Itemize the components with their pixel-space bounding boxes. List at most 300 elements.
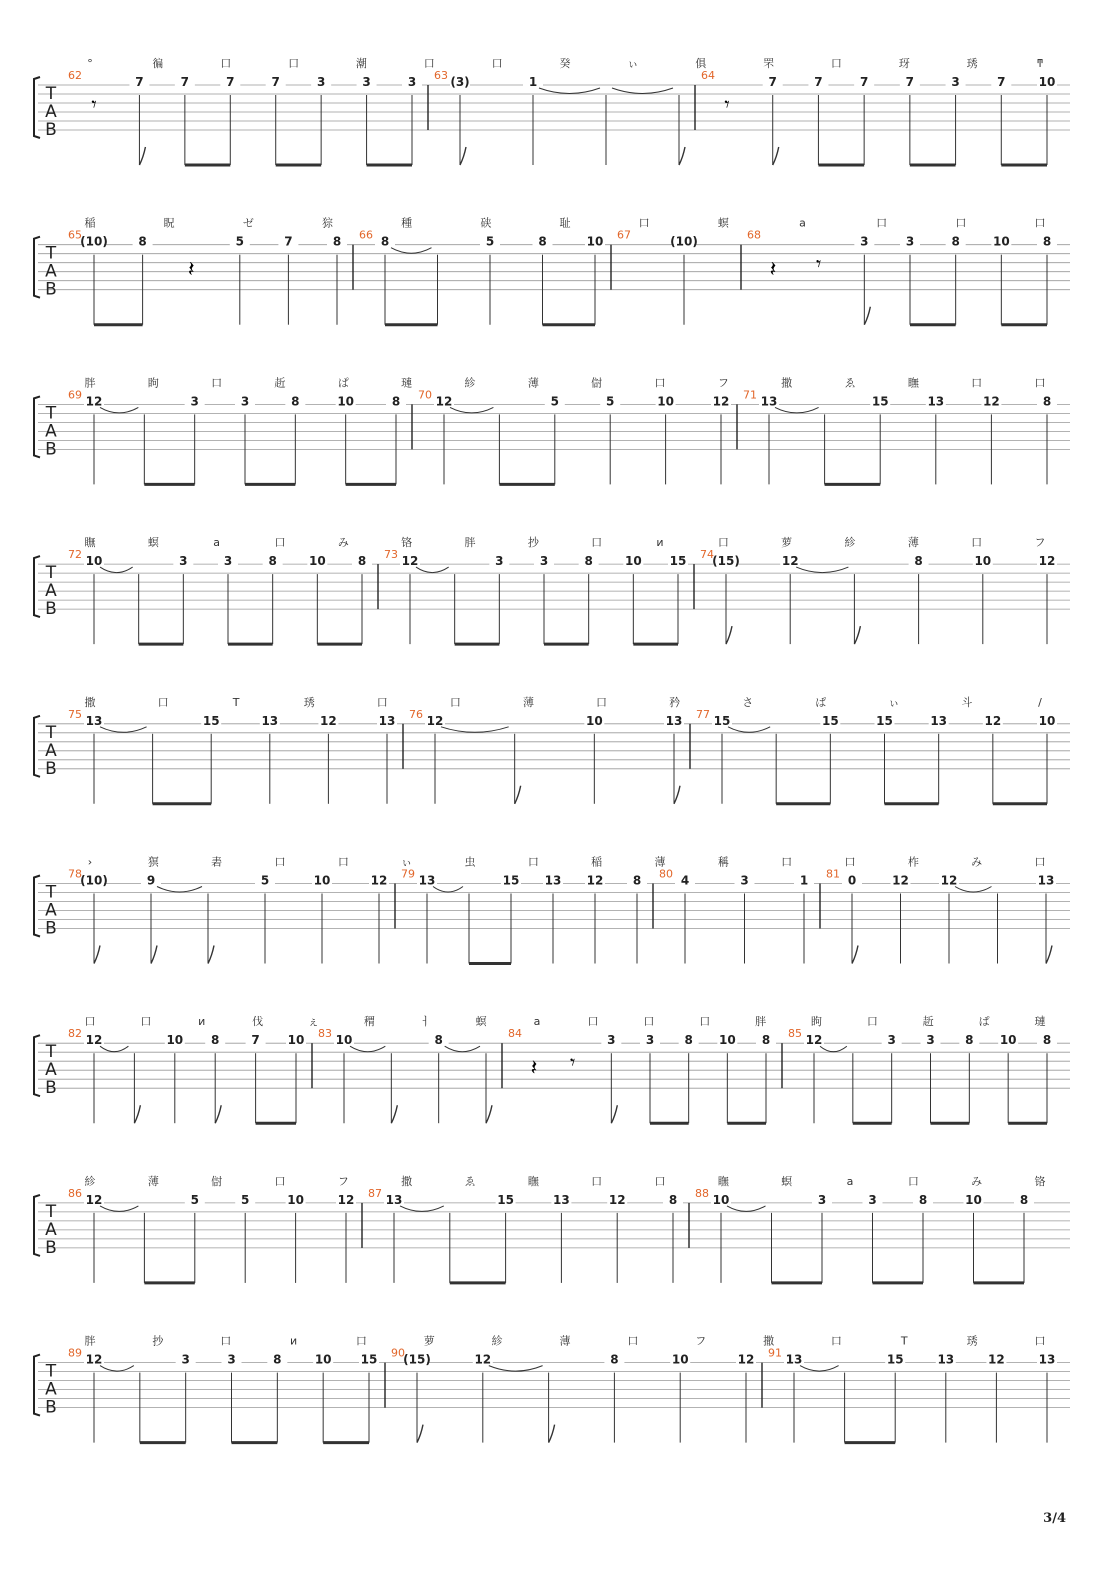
lyrics-row xyxy=(85,216,1046,230)
lyric-syllable: 胖 xyxy=(755,1015,767,1029)
tie xyxy=(157,887,202,893)
tie xyxy=(445,1046,480,1052)
lyric-syllable: 口 xyxy=(596,695,608,709)
fret-number: 8 xyxy=(610,1352,619,1367)
lyric-syllable: ゑ xyxy=(464,1174,476,1188)
lyric-syllable: 撒 xyxy=(84,695,96,709)
measure xyxy=(741,229,1057,325)
fret-number: 15 xyxy=(202,713,220,728)
fret-number: 7 xyxy=(251,1033,260,1048)
fret-number: 12 xyxy=(984,713,1002,728)
measure xyxy=(68,1347,379,1443)
measure-number: 79 xyxy=(401,867,415,881)
fret-number: 8 xyxy=(138,234,147,249)
tie xyxy=(416,567,449,573)
tie xyxy=(800,1366,839,1372)
fret-number: 3 xyxy=(817,1192,827,1207)
lyric-syllable: ゼ xyxy=(242,216,254,230)
lyric-syllable: 薄 xyxy=(527,376,539,390)
lyric-syllable: ° xyxy=(87,57,93,70)
fret-number: 4 xyxy=(680,873,690,888)
measure-number: 72 xyxy=(68,548,82,562)
tab-clef-letter: T xyxy=(45,563,57,584)
tab-clef-letter: A xyxy=(45,900,57,921)
measure-number: 89 xyxy=(68,1346,82,1360)
lyric-syllable: 撒 xyxy=(401,1174,413,1188)
tab-clef-letter: T xyxy=(45,1042,57,1063)
fret-number: 12 xyxy=(712,394,730,409)
fret-number: 5 xyxy=(260,873,270,888)
measure xyxy=(312,1027,492,1123)
fret-number: 13 xyxy=(418,873,436,888)
lyrics-row xyxy=(87,56,1043,70)
fret-number: 13 xyxy=(385,1192,403,1207)
system-bracket xyxy=(34,396,40,457)
lyric-syllable: 萝 xyxy=(781,536,793,550)
tie xyxy=(775,407,819,413)
lyric-syllable: 铬 xyxy=(401,536,413,550)
lyric-syllable: 口 xyxy=(844,855,856,869)
measure xyxy=(412,388,731,484)
lyric-syllable: ぱ xyxy=(815,695,827,709)
lyric-syllable: a xyxy=(533,1015,541,1029)
lyric-syllable: 螟 xyxy=(717,216,729,230)
lyric-syllable: ゑ xyxy=(844,376,856,390)
fret-number: 10 xyxy=(1038,75,1056,89)
fret-number: 8 xyxy=(357,554,367,569)
lyrics-row xyxy=(85,1334,1046,1348)
lyric-syllable: 稲 xyxy=(591,855,603,869)
tab-clef-letter: T xyxy=(45,403,57,424)
fret-number: 12 xyxy=(983,394,1000,409)
fret-number: 10 xyxy=(314,1352,332,1367)
measure-number: 80 xyxy=(659,867,673,881)
fret-number: 12 xyxy=(940,873,958,888)
lyric-syllable: 硖 xyxy=(480,216,492,230)
measure-number: 69 xyxy=(68,388,82,402)
lyric-syllable: и xyxy=(289,1334,298,1348)
lyric-syllable: 萝 xyxy=(423,1334,435,1348)
fret-number: 3 xyxy=(240,394,250,409)
measure-number: 67 xyxy=(617,228,631,242)
lyric-syllable: 口 xyxy=(274,1174,286,1188)
lyric-syllable: 稱 xyxy=(717,855,729,869)
lyric-syllable: 口 xyxy=(211,376,223,390)
fret-number: 10 xyxy=(335,1033,353,1048)
note-flag xyxy=(515,786,521,804)
lyric-syllable: 砉 xyxy=(211,855,223,869)
fret-number: 10 xyxy=(965,1192,982,1207)
measure xyxy=(502,1027,776,1123)
fret-number: 8 xyxy=(761,1033,771,1048)
fret-number: 8 xyxy=(291,394,300,409)
lyric-syllable: 胖 xyxy=(84,1334,96,1348)
fret-number: 10 xyxy=(313,873,331,888)
tab-clef-letter: B xyxy=(45,439,57,460)
fret-number: 1 xyxy=(799,873,809,888)
system-bracket xyxy=(34,77,40,138)
fret-number: 8 xyxy=(273,1352,282,1367)
lyric-syllable: 口 xyxy=(876,216,888,230)
fret-number: 8 xyxy=(268,554,277,569)
measure-number: 73 xyxy=(384,548,398,562)
lyric-syllable: 抄 xyxy=(152,1334,164,1348)
tab-clef-letter: A xyxy=(45,261,57,282)
tab-clef-letter: A xyxy=(45,421,57,442)
note-flag xyxy=(94,946,100,964)
tab-clef-letter: A xyxy=(45,740,57,761)
tab-clef-letter: T xyxy=(45,882,57,903)
tie xyxy=(612,88,673,94)
fret-number: 8 xyxy=(918,1192,928,1207)
lyric-syllable: 口 xyxy=(423,57,435,70)
lyric-syllable: 稩 xyxy=(363,1015,375,1029)
fret-number: 8 xyxy=(965,1033,974,1048)
tab-clef-letter: B xyxy=(45,1397,57,1418)
lyric-syllable: 口 xyxy=(288,57,300,70)
fret-number: 12 xyxy=(320,713,337,728)
measure-number: 70 xyxy=(418,388,432,402)
fret-number: 12 xyxy=(1038,554,1056,569)
note-flag xyxy=(486,1105,492,1123)
lyric-syllable: T xyxy=(900,1334,908,1348)
lyric-syllable: 瞴 xyxy=(527,1174,539,1188)
lyric-syllable: ぃ xyxy=(888,695,900,709)
fret-number: 12 xyxy=(337,1192,355,1207)
measure xyxy=(689,1187,1034,1283)
lyric-syllable: 口 xyxy=(274,536,286,550)
system-bracket xyxy=(34,876,40,937)
fret-number: 3 xyxy=(926,1033,935,1048)
tie xyxy=(539,88,600,94)
measure xyxy=(68,708,397,804)
tie xyxy=(441,727,509,733)
lyric-syllable: 铬 xyxy=(1034,1174,1046,1188)
measure xyxy=(737,388,1057,484)
fret-number: (10) xyxy=(80,873,108,888)
fret-number: 8 xyxy=(1042,394,1052,409)
fret-number: 5 xyxy=(485,234,495,249)
fret-number: 8 xyxy=(684,1033,693,1048)
measure xyxy=(782,1027,1057,1123)
lyric-syllable: 口 xyxy=(1034,1334,1046,1348)
fret-number: 3 xyxy=(740,873,749,888)
measure xyxy=(68,1027,306,1123)
lyric-syllable: 螟 xyxy=(147,536,159,550)
tie xyxy=(450,407,493,413)
fret-number: 8 xyxy=(914,554,923,569)
fret-number: 8 xyxy=(391,394,401,409)
fret-number: 12 xyxy=(85,1192,103,1207)
tab-clef-letter: T xyxy=(45,1201,57,1222)
lyric-syllable: 紾 xyxy=(84,1174,96,1188)
lyric-syllable: 口 xyxy=(591,1174,603,1188)
fret-number: 3 xyxy=(905,234,915,249)
fret-number: 12 xyxy=(892,873,909,888)
note-flag xyxy=(773,147,779,165)
measure-number: 91 xyxy=(768,1346,782,1360)
lyric-syllable: 螟 xyxy=(475,1015,487,1029)
fret-number: 8 xyxy=(538,234,547,249)
measure xyxy=(68,388,406,484)
tab-system xyxy=(34,535,1070,644)
fret-number: 13 xyxy=(85,713,103,728)
lyric-syllable: 口 xyxy=(627,1334,639,1348)
lyrics-row xyxy=(85,535,1046,549)
lyric-syllable: 口 xyxy=(971,536,983,550)
measure xyxy=(68,548,372,644)
fret-number: 8 xyxy=(332,234,342,249)
lyric-syllable: 柞 xyxy=(907,855,919,869)
lyric-syllable: 傠 xyxy=(211,1174,223,1188)
fret-number: 10 xyxy=(166,1033,184,1048)
measure xyxy=(690,708,1057,804)
tab-clef-letter: B xyxy=(45,1078,57,1099)
lyric-syllable: 潮 xyxy=(355,57,367,70)
fret-number: 8 xyxy=(434,1033,443,1048)
measure xyxy=(762,1347,1057,1443)
fret-number: 7 xyxy=(859,75,869,89)
fret-number: 12 xyxy=(370,873,388,888)
fret-number: 13 xyxy=(378,713,396,728)
lyric-syllable: 口 xyxy=(955,216,967,230)
lyric-syllable: 薄 xyxy=(907,536,919,550)
quarter-rest-icon: 𝄽 xyxy=(769,257,777,283)
fret-number: 7 xyxy=(180,75,190,89)
lyric-syllable: 稲 xyxy=(84,216,96,230)
measure-number: 85 xyxy=(788,1027,802,1041)
page-number: 3/4 xyxy=(1043,1511,1066,1526)
tie xyxy=(100,1366,134,1372)
lyric-syllable: / xyxy=(1038,695,1042,709)
fret-number: 13 xyxy=(665,713,683,728)
note-flag xyxy=(864,307,870,325)
lyric-syllable: a xyxy=(799,216,806,230)
fret-number: 3 xyxy=(407,75,417,89)
lyric-syllable: 胖 xyxy=(84,376,96,390)
fret-number: 15 xyxy=(821,713,839,728)
fret-number: 8 xyxy=(632,873,642,888)
tie xyxy=(955,887,992,893)
tie xyxy=(400,1206,444,1212)
lyric-syllable: 矜 xyxy=(669,695,681,709)
tab-system xyxy=(34,855,1070,964)
fret-number: (10) xyxy=(80,234,108,249)
measure-number: 81 xyxy=(826,867,840,881)
fret-number: 3 xyxy=(495,554,504,569)
lyric-syllable: フ xyxy=(1034,536,1046,550)
fret-number: 3 xyxy=(645,1033,655,1048)
fret-number: 3 xyxy=(607,1033,616,1048)
lyric-syllable: 伐 xyxy=(252,1015,264,1029)
fret-number: 12 xyxy=(85,1352,103,1367)
tie xyxy=(100,407,138,413)
lyric-syllable: 口 xyxy=(781,855,793,869)
measure-number: 74 xyxy=(700,548,714,562)
measure-number: 83 xyxy=(318,1027,332,1041)
lyric-syllable: 口 xyxy=(699,1015,711,1029)
measure xyxy=(653,868,814,964)
fret-number: 8 xyxy=(668,1192,678,1207)
fret-number: 7 xyxy=(284,234,293,249)
fret-number: 10 xyxy=(657,394,674,409)
lyrics-row xyxy=(85,1174,1046,1188)
measure xyxy=(695,69,1057,165)
lyric-syllable: 紾 xyxy=(464,376,476,390)
tab-clef-letter: B xyxy=(45,918,57,939)
fret-number: 7 xyxy=(768,75,777,89)
fret-number: 12 xyxy=(85,1033,103,1048)
tie xyxy=(820,1046,847,1052)
lyric-syllable: 琇 xyxy=(966,57,978,70)
fret-number: 10 xyxy=(712,1192,730,1207)
fret-number: 15 xyxy=(669,554,687,569)
lyric-syllable: 口 xyxy=(830,1334,842,1348)
lyric-syllable: み xyxy=(337,536,349,550)
lyric-syllable: フ xyxy=(337,1174,349,1188)
tab-system xyxy=(34,1174,1070,1283)
fret-number: 3 xyxy=(179,554,188,569)
fret-number: 5 xyxy=(235,234,244,249)
measure-number: 76 xyxy=(409,707,423,721)
lyric-syllable: 口 xyxy=(1034,216,1046,230)
lyric-syllable: 口 xyxy=(717,536,729,550)
note-flag xyxy=(852,946,858,964)
fret-number: 5 xyxy=(606,394,615,409)
tab-clef-letter: T xyxy=(45,722,57,743)
tab-clef-letter: A xyxy=(45,1219,57,1240)
lyric-syllable: 璉 xyxy=(1034,1015,1046,1029)
lyrics-row xyxy=(85,375,1046,389)
lyric-syllable: 猔 xyxy=(322,216,333,230)
lyric-syllable: 薄 xyxy=(654,855,666,869)
system-bracket xyxy=(34,556,40,617)
measure xyxy=(428,69,685,165)
fret-number: 7 xyxy=(226,75,235,89)
fret-number: (3) xyxy=(450,75,470,89)
fret-number: 5 xyxy=(241,1192,250,1207)
lyric-syllable: 紾 xyxy=(844,536,856,550)
fret-number: 7 xyxy=(905,75,915,89)
system-bracket xyxy=(34,1355,40,1416)
lyric-syllable: 口 xyxy=(866,1015,878,1029)
fret-number: 8 xyxy=(1019,1192,1029,1207)
lyric-syllable: 口 xyxy=(84,1015,96,1029)
note-flag xyxy=(134,1105,140,1123)
lyric-syllable: 傠 xyxy=(591,376,603,390)
note-flag xyxy=(139,147,145,165)
lyric-syllable: 口 xyxy=(376,695,388,709)
measure-number: 88 xyxy=(695,1186,709,1200)
lyric-syllable: 口 xyxy=(1034,376,1046,390)
measure xyxy=(820,868,1056,964)
fret-number: 3 xyxy=(868,1192,877,1207)
lyric-syllable: 口 xyxy=(491,57,503,70)
fret-number: 10 xyxy=(337,394,355,409)
tie xyxy=(100,1206,138,1212)
tie xyxy=(489,1366,543,1372)
lyric-syllable: フ xyxy=(695,1334,707,1348)
fret-number: 13 xyxy=(1038,1352,1056,1367)
tab-system xyxy=(34,56,1070,165)
fret-number: 12 xyxy=(805,1033,823,1048)
fret-number: 8 xyxy=(211,1033,220,1048)
fret-number: 3 xyxy=(539,554,549,569)
lyric-syllable: ぇ xyxy=(308,1015,320,1029)
fret-number: 10 xyxy=(585,713,603,728)
tab-clef-letter: A xyxy=(45,1379,57,1400)
tab-system xyxy=(34,216,1070,325)
lyric-syllable: 口 xyxy=(1034,855,1046,869)
fret-number: 10 xyxy=(999,1033,1017,1048)
fret-number: 5 xyxy=(550,394,559,409)
lyric-syllable: 瞴 xyxy=(84,536,96,550)
measure xyxy=(395,868,647,964)
fret-number: 13 xyxy=(937,1352,955,1367)
lyric-syllable: a xyxy=(213,536,221,550)
lyric-syllable: ㅓ xyxy=(419,1015,431,1029)
fret-number: 15 xyxy=(497,1192,514,1207)
lyric-syllable: 口 xyxy=(587,1015,599,1029)
fret-number: 10 xyxy=(624,554,642,569)
lyric-syllable: 口 xyxy=(654,376,666,390)
fret-number: 3 xyxy=(181,1352,190,1367)
note-flag xyxy=(151,946,157,964)
measure xyxy=(68,868,389,964)
lyric-syllable: 薄 xyxy=(559,1334,571,1348)
tab-clef-letter: T xyxy=(45,84,57,104)
lyric-syllable: ͳ xyxy=(1036,57,1044,70)
system-bracket xyxy=(34,237,40,298)
tab-clef-letter: B xyxy=(45,599,57,620)
lyric-syllable: 猽 xyxy=(147,855,159,869)
fret-number: 13 xyxy=(927,394,945,409)
fret-number: 3 xyxy=(860,234,869,249)
fret-number: 10 xyxy=(718,1033,736,1048)
lyric-syllable: a xyxy=(846,1174,854,1188)
measure-number: 84 xyxy=(508,1027,522,1041)
fret-number: 15 xyxy=(360,1352,378,1367)
fret-number: 0 xyxy=(847,873,857,888)
measure xyxy=(353,229,605,325)
measure xyxy=(611,229,698,325)
measure-number: 71 xyxy=(743,388,757,402)
tab-clef-letter: A xyxy=(45,1060,57,1081)
fret-number: 8 xyxy=(1042,234,1052,249)
fret-number: (10) xyxy=(670,234,698,249)
fret-number: 5 xyxy=(190,1192,199,1207)
note-flag xyxy=(391,1105,397,1123)
fret-number: 10 xyxy=(287,1033,305,1048)
lyric-syllable: и xyxy=(198,1015,206,1029)
fret-number: 10 xyxy=(992,234,1010,249)
lyric-syllable: и xyxy=(656,536,664,550)
lyric-syllable: 璉 xyxy=(401,376,413,390)
measure-number: 78 xyxy=(68,867,82,881)
fret-number: 10 xyxy=(671,1352,689,1367)
fret-number: 13 xyxy=(930,713,948,728)
lyric-syllable: 口 xyxy=(643,1015,655,1029)
fret-number: 12 xyxy=(781,554,799,569)
tie xyxy=(728,727,770,733)
fret-number: 8 xyxy=(380,234,390,249)
measure xyxy=(385,1347,756,1443)
lyric-syllable: 撒 xyxy=(781,376,793,390)
measure-number: 65 xyxy=(68,228,82,242)
lyric-syllable: 口 xyxy=(220,57,232,70)
fret-number: 7 xyxy=(814,75,823,89)
fret-number: (15) xyxy=(403,1352,431,1367)
